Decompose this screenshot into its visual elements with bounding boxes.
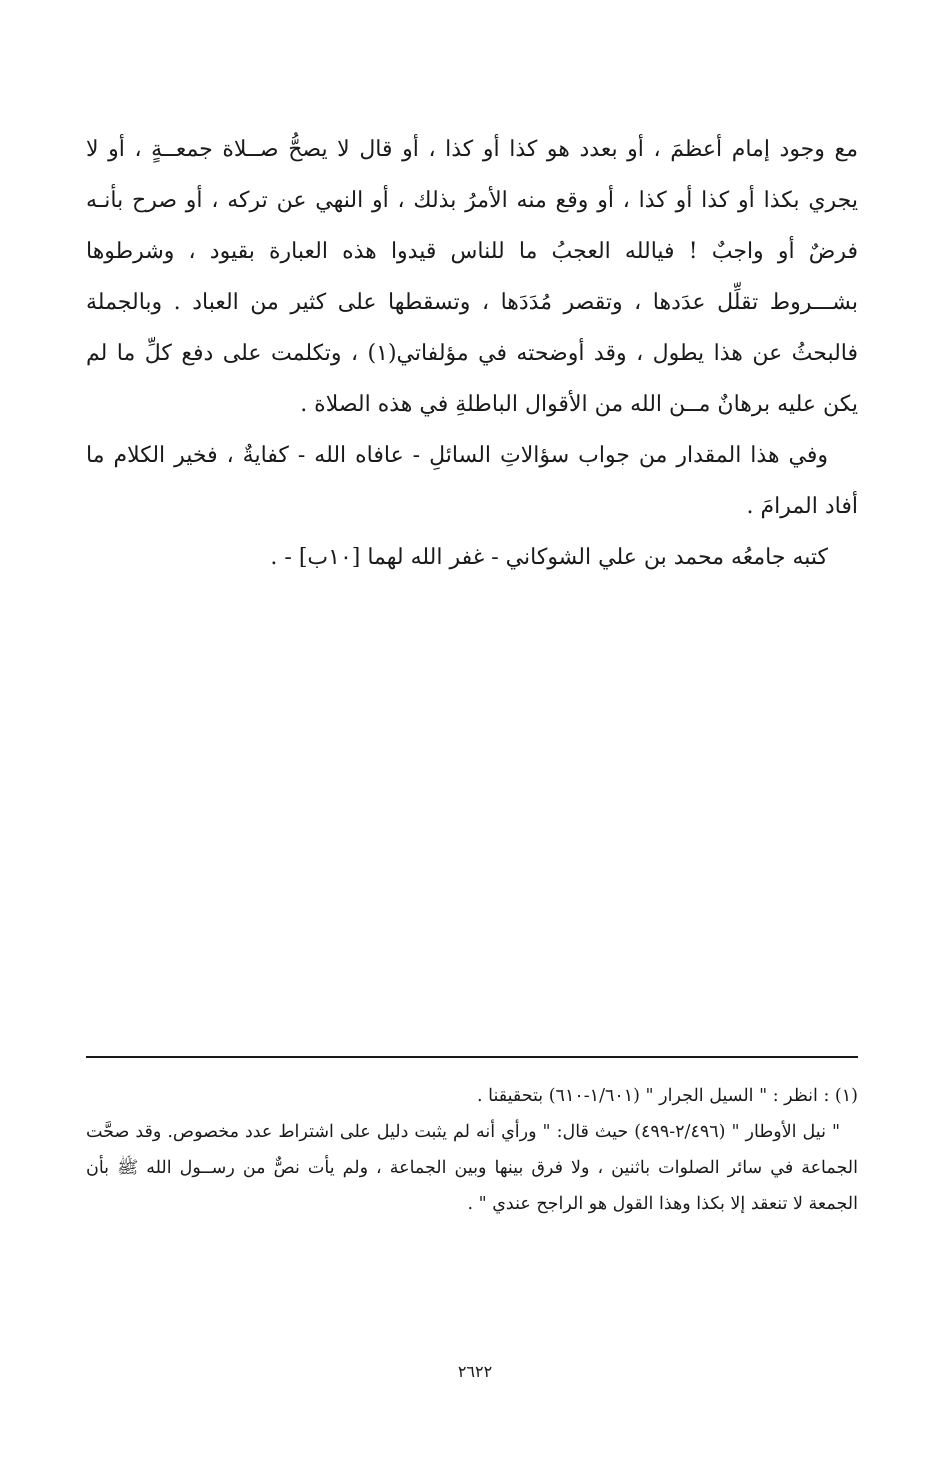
footnote-1: (١) : انظر : " السيل الجرار " (١/٦٠١-٦١٠) بتحقيقنا .	[476, 1086, 858, 1106]
footnote-separator	[86, 1056, 858, 1058]
body-paragraph: مع وجود إمام أعظمَ ، أو بعدد هو كذا أو كذا ، أو قال لا يصحُّ صــلاة جمعــةٍ ، أو لا يجري بكذا أو كذا أو كذا ، أو وقع منه الأمرُ بذلك ، أو النهي عن تركه ، أو صرح بأنـه فرضٌ أو واجبٌ ! فيالله العجبُ ما للناس قيدوا هذه العبارة بقيود ، وشرطوها بشـــروط تقلِّل عدَدها ، وتقصر مُدَدَها ، وتسقطها على كثير من العباد . وبالجملة فالبحثُ عن هذا يطول ، وقد أوضحته في مؤلفاتي(١) ، وتكلمت على دفع كلِّ ما لم يكن عليه برهانٌ مــن الله من الأقوال الباطلةِ في هذه الصلاة .	[86, 137, 859, 417]
main-text	[86, 124, 858, 583]
colophon: كتبه جامعُه محمد بن علي الشوكاني - غفر الله لهما [١٠ب] - .	[270, 545, 828, 570]
footnotes	[86, 1078, 858, 1222]
body-paragraph: وفي هذا المقدار من جواب سؤالاتِ السائلِ - عافاه الله - كفايةٌ ، فخير الكلام ما أفاد المرامَ .	[86, 443, 858, 519]
footnote-1-continuation: " نيل الأوطار " (٢/٤٩٦-٤٩٩) حيث قال: " ورأي أنه لم يثبت دليل على اشتراط عدد مخصوص. وقد صحَّت الجماعة في سائر الصلوات باثنين ، ولا فرق بينها وبين الجماعة ، ولم يأت نصٌّ من رســول الله ﷺ بأن الجمعة لا تنعقد إلا بكذا وهذا القول هو الراجح عندي " .	[86, 1122, 858, 1214]
page-number: ٢٦٢٢	[457, 1362, 493, 1381]
